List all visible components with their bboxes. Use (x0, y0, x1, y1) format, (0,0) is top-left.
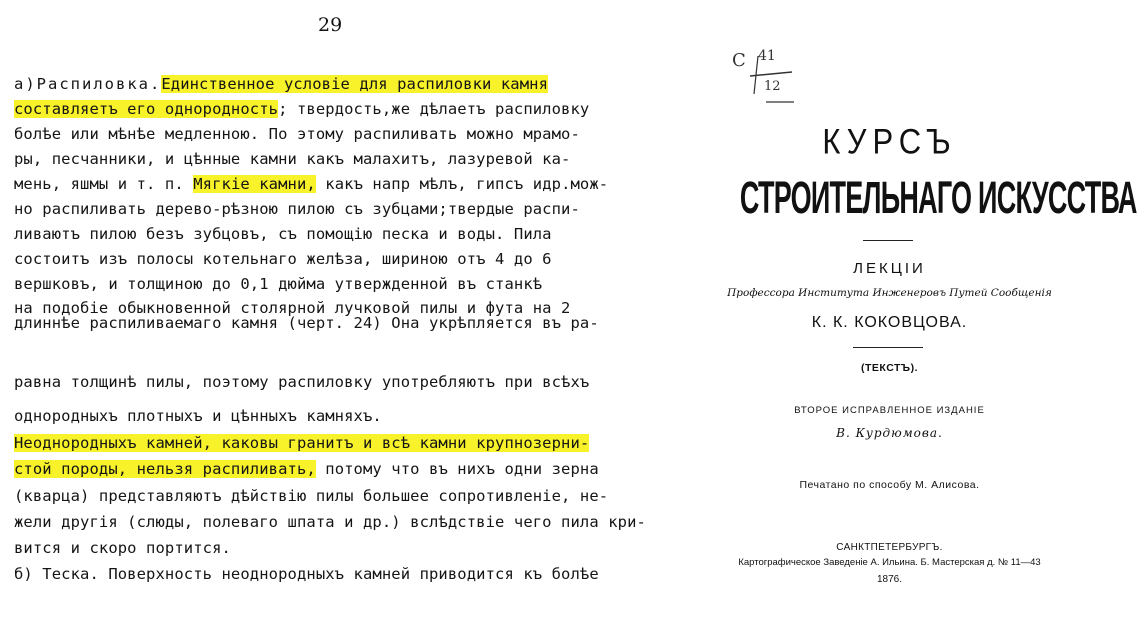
text-line-11: длиннѣе распиливаемаго камня (черт. 24) Она укрѣпляется въ ра- (14, 314, 599, 332)
line5-pre: мень, яшмы и т. п. (14, 175, 184, 193)
institution-line: Картографическое Заведеніе А. Ильина. Б. Мастерская д. № 11—43 (738, 557, 1041, 568)
author-name: К. К. КОКОВЦОВА. (811, 314, 968, 331)
text-label: (ТЕКСТЪ). (861, 362, 918, 374)
text-line-19: б) Теска. Поверхность неоднородныхъ камней приводится къ болѣе (14, 565, 599, 583)
line15-rest: потому что въ нихъ одни зерна (315, 460, 599, 478)
svg-text:12: 12 (764, 79, 781, 94)
text-line-16: (кварца) представляютъ дѣйствію пилы большее сопротивленіе, не- (14, 487, 609, 505)
page-number: 29 (318, 14, 343, 36)
cut-line-bottom (14, 373, 674, 395)
publisher-line: В. Курдюмова. (836, 426, 943, 440)
city-line: САНКТПЕТЕРБУРГЪ. (836, 542, 943, 553)
text-line-12: равна толщинѣ пилы, поэтому распиловку употребляютъ при всѣхъ (14, 373, 590, 391)
text-line-15 (14, 458, 664, 480)
cut-line-top (14, 314, 674, 332)
line5-rest: какъ напр мѣлъ, гипсъ идр.мож- (315, 175, 609, 193)
stamp-text: С (732, 50, 746, 71)
text-line-6: но распиливать дерево-рѣзною пилою съ зубцами;твердые распи- (14, 200, 580, 218)
svg-text:41: 41 (758, 48, 776, 64)
section-label-a: а)Распиловка. (14, 75, 162, 93)
printed-line: Печатано по способу М. Алисова. (799, 479, 980, 491)
text-line-10: на подобіе обыкновенной столярной лучковой пилы и фута на 2 (14, 299, 571, 317)
divider-rule-2 (853, 347, 923, 348)
text-line-3: болѣе или мѣнѣе медленною. По этому распиливать можно мрамо- (14, 125, 580, 143)
text-line-4: ры, песчанники, и цѣнные камни какъ малахитъ, лазуревой ка- (14, 150, 571, 168)
library-stamp-icon (730, 38, 800, 108)
text-line-8: состоитъ изъ полосы котельнаго желѣза, шириною отъ 4 до 6 (14, 250, 552, 268)
text-line-18: вится и скоро портится. (14, 539, 231, 557)
text-line-2 (14, 98, 664, 120)
title-main: СТРОИТЕЛЬНАГО ИСКУССТВА (739, 171, 1137, 223)
highlight-5: стой породы, нельзя распиливать, (14, 460, 316, 478)
year-line: 1876. (876, 574, 903, 585)
title-page-scan (690, 0, 1137, 632)
lectures-label: ЛЕКЦІИ (853, 260, 926, 277)
text-line-13: однородныхъ плотныхъ и цѣнныхъ камняхъ. (14, 407, 382, 425)
text-line-7: ливаютъ пилою безъ зубцовъ, съ помощію песка и воды. Пила (14, 225, 552, 243)
text-line-1 (14, 73, 664, 95)
divider-rule (863, 240, 913, 241)
text-line-5 (14, 173, 664, 195)
text-line-14 (14, 432, 664, 454)
highlight-2: составляетъ его однородность (14, 100, 279, 118)
highlight-3: Мягкіе камни, (193, 175, 316, 193)
edition-line: ВТОРОЕ ИСПРАВЛЕННОЕ ИЗДАНІЕ (794, 405, 985, 416)
highlight-4: Неоднородныхъ камней, каковы гранитъ и всѣ камни крупнозерни- (14, 434, 590, 452)
title-kurs: КУРСЪ (822, 121, 957, 162)
text-line-9: вершковъ, и толщиною до 0,1 дюйма утвержденной въ станкѣ (14, 275, 543, 293)
line2-rest: ; твердость,же дѣлаетъ распиловку (278, 100, 590, 118)
professor-line: Профессора Института Инженеровъ Путей Сообщенія (727, 287, 1052, 299)
text-line-17: жели другія (слюды, полеваго шпата и др.) вслѣдствіе чего пила кри- (14, 513, 646, 531)
highlight-1: Единственное условіе для распиловки камня (161, 75, 549, 93)
